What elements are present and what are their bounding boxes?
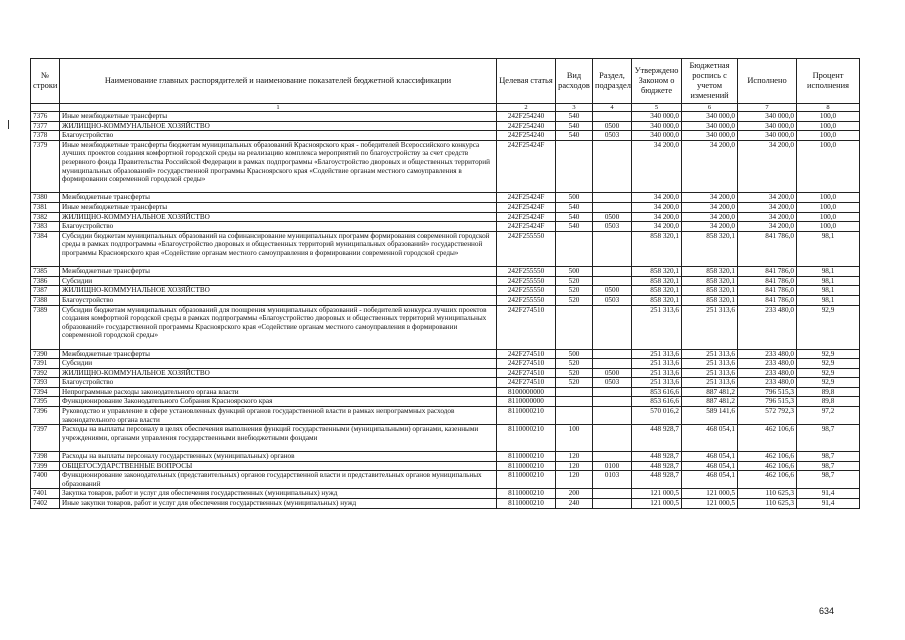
budget-list-cell: 34 200,0 [682,212,738,222]
budget-list-cell: 121 000,5 [682,489,738,499]
row-name-cell: Благоустройство [60,295,497,305]
percent-cell: 98,7 [797,471,860,489]
approved-cell: 853 616,6 [632,387,682,397]
executed-cell: 34 200,0 [738,212,797,222]
table-row [31,452,860,462]
expense-type-cell [556,305,593,349]
budget-list-cell: 858 320,1 [682,276,738,286]
expense-type-cell: 500 [556,349,593,359]
expense-type-cell: 100 [556,425,593,452]
row-name-cell: Закупка товаров, работ и услуг для обеспечения государственных (муниципальных) нужд [60,489,497,499]
page-number: 634 [819,606,835,616]
approved-cell: 858 320,1 [632,286,682,296]
row-name-cell: Руководство и управление в сфере установленных функций органов государственной власти в рамках непрограммных расходов законодательного органа власти [60,407,497,425]
table-row [31,359,860,369]
percent-cell: 98,1 [797,295,860,305]
budget-list-cell: 251 313,6 [682,368,738,378]
row-number-cell: 7389 [31,305,60,349]
approved-cell: 251 313,6 [632,305,682,349]
expense-type-cell: 520 [556,295,593,305]
row-name-cell: ЖИЛИЩНО-КОММУНАЛЬНОЕ ХОЗЯЙСТВО [60,212,497,222]
budget-list-cell: 468 054,1 [682,425,738,452]
budget-list-cell: 251 313,6 [682,305,738,349]
executed-cell: 462 106,6 [738,425,797,452]
budget-list-cell: 34 200,0 [682,193,738,203]
table-row [31,425,860,452]
target-article-cell: 242F255550 [497,276,556,286]
row-number-cell: 7402 [31,499,60,509]
col-number: 1 [60,104,497,112]
executed-cell: 841 786,0 [738,295,797,305]
row-name-cell: Иные межбюджетные трансферты бюджетам муниципальных образований Красноярского края - победителей Всероссийского конкурса лучших проектов создания комфортной городской среды на реализацию комплекса мероприятий по благоустройству за счет средств резервного фонда Правительства Российской Федерации в рамках подпрограммы «Благоустройство дворовых и общественных территорий муниципальных образований» государственной программы Красноярского края «Содействие органам местного самоуправления в формировании современной городской среды» [60,140,497,193]
target-article-cell: 8100000000 [497,387,556,397]
col-header-name: Наименование главных распорядителей и наименование показателей бюджетной классификации [60,59,497,104]
section-cell: 0500 [593,286,632,296]
expense-type-cell: 520 [556,359,593,369]
executed-cell: 462 106,6 [738,471,797,489]
executed-cell: 34 200,0 [738,193,797,203]
expense-type-cell [556,387,593,397]
approved-cell: 853 616,6 [632,397,682,407]
target-article-cell: 8110000210 [497,471,556,489]
col-header-target-article: Целевая статья [497,59,556,104]
header-row [31,59,860,104]
executed-cell: 841 786,0 [738,286,797,296]
row-number-cell: 7399 [31,461,60,471]
executed-cell: 796 515,3 [738,397,797,407]
budget-list-cell: 468 054,1 [682,471,738,489]
target-article-cell: 242F25424F [497,202,556,212]
executed-cell: 34 200,0 [738,222,797,232]
col-header-budget-list: Бюджетная роспись с учетом изменений [682,59,738,104]
col-number [31,104,60,112]
table-row [31,286,860,296]
col-number: 5 [632,104,682,112]
target-article-cell: 8110000210 [497,461,556,471]
approved-cell: 570 016,2 [632,407,682,425]
table-row [31,499,860,509]
table-row [31,378,860,388]
row-name-cell: ЖИЛИЩНО-КОММУНАЛЬНОЕ ХОЗЯЙСТВО [60,286,497,296]
approved-cell: 34 200,0 [632,140,682,193]
row-number-cell: 7398 [31,452,60,462]
budget-list-cell: 34 200,0 [682,202,738,212]
percent-cell: 91,4 [797,489,860,499]
row-name-cell: Благоустройство [60,131,497,141]
expense-type-cell: 540 [556,112,593,122]
approved-cell: 34 200,0 [632,212,682,222]
target-article-cell: 242F274510 [497,349,556,359]
row-name-cell: Функционирование законодательных (представительных) органов государственной власти и представительных органов муниципальных образований [60,471,497,489]
budget-list-cell: 858 320,1 [682,231,738,266]
expense-type-cell: 520 [556,286,593,296]
row-name-cell: Иные закупки товаров, работ и услуг для обеспечения государственных (муниципальных) нужд [60,499,497,509]
target-article-cell: 242F25424F [497,193,556,203]
row-number-cell: 7400 [31,471,60,489]
table-row [31,461,860,471]
percent-cell: 92,9 [797,378,860,388]
expense-type-cell [556,231,593,266]
row-number-cell: 7390 [31,349,60,359]
budget-list-cell: 468 054,1 [682,452,738,462]
target-article-cell: 242F25424F [497,212,556,222]
target-article-cell: 242F274510 [497,305,556,349]
budget-list-cell: 34 200,0 [682,140,738,193]
executed-cell: 841 786,0 [738,231,797,266]
budget-list-cell: 340 000,0 [682,121,738,131]
percent-cell: 92,9 [797,305,860,349]
row-name-cell: ЖИЛИЩНО-КОММУНАЛЬНОЕ ХОЗЯЙСТВО [60,121,497,131]
approved-cell: 121 000,5 [632,499,682,509]
executed-cell: 233 480,0 [738,378,797,388]
col-number: 2 [497,104,556,112]
col-header-percent: Процент исполнения [797,59,860,104]
row-number-cell: 7382 [31,212,60,222]
budget-list-cell: 340 000,0 [682,112,738,122]
expense-type-cell [556,407,593,425]
table-row [31,295,860,305]
row-name-cell: ЖИЛИЩНО-КОММУНАЛЬНОЕ ХОЗЯЙСТВО [60,368,497,378]
expense-type-cell: 540 [556,202,593,212]
executed-cell: 233 480,0 [738,305,797,349]
table-row [31,368,860,378]
target-article-cell: 8110000000 [497,397,556,407]
expense-type-cell: 540 [556,222,593,232]
row-number-cell: 7394 [31,387,60,397]
executed-cell: 841 786,0 [738,276,797,286]
col-number: 7 [738,104,797,112]
row-name-cell: Межбюджетные трансферты [60,349,497,359]
approved-cell: 858 320,1 [632,295,682,305]
percent-cell: 100,0 [797,222,860,232]
approved-cell: 251 313,6 [632,349,682,359]
section-cell [593,267,632,277]
percent-cell: 92,9 [797,368,860,378]
executed-cell: 110 625,3 [738,499,797,509]
budget-list-cell: 251 313,6 [682,378,738,388]
section-cell [593,112,632,122]
expense-type-cell: 540 [556,131,593,141]
row-number-cell: 7385 [31,267,60,277]
row-name-cell: Благоустройство [60,222,497,232]
percent-cell: 100,0 [797,202,860,212]
target-article-cell: 242F255550 [497,267,556,277]
row-name-cell: ОБЩЕГОСУДАРСТВЕННЫЕ ВОПРОСЫ [60,461,497,471]
section-cell: 0103 [593,471,632,489]
percent-cell: 91,4 [797,499,860,509]
row-name-cell: Расходы на выплаты персоналу в целях обеспечения выполнения функций государственными (муниципальными) органами, казенными учреждениями, органами управления государственными внебюджетными фондами [60,425,497,452]
section-cell [593,407,632,425]
section-cell: 0503 [593,131,632,141]
executed-cell: 233 480,0 [738,359,797,369]
target-article-cell: 8110000210 [497,489,556,499]
percent-cell: 100,0 [797,140,860,193]
target-article-cell: 8110000210 [497,452,556,462]
target-article-cell: 8110000210 [497,499,556,509]
budget-list-cell: 251 313,6 [682,359,738,369]
table-row [31,193,860,203]
row-number-cell: 7392 [31,368,60,378]
table-row [31,349,860,359]
col-number: 6 [682,104,738,112]
section-cell [593,425,632,452]
margin-mark [8,120,9,129]
section-cell: 0503 [593,222,632,232]
executed-cell: 34 200,0 [738,202,797,212]
target-article-cell: 242F254240 [497,131,556,141]
budget-list-cell: 468 054,1 [682,461,738,471]
target-article-cell: 8110000210 [497,407,556,425]
section-cell [593,452,632,462]
percent-cell: 89,8 [797,397,860,407]
expense-type-cell: 520 [556,378,593,388]
expense-type-cell: 120 [556,461,593,471]
col-header-row-number: № строки [31,59,60,104]
percent-cell: 100,0 [797,121,860,131]
approved-cell: 858 320,1 [632,276,682,286]
row-number-cell: 7397 [31,425,60,452]
target-article-cell: 242F25424F [497,222,556,232]
expense-type-cell: 540 [556,121,593,131]
expense-type-cell: 200 [556,489,593,499]
row-number-cell: 7386 [31,276,60,286]
approved-cell: 34 200,0 [632,222,682,232]
approved-cell: 340 000,0 [632,121,682,131]
target-article-cell: 242F255550 [497,231,556,266]
executed-cell: 340 000,0 [738,112,797,122]
table-row [31,222,860,232]
percent-cell: 100,0 [797,131,860,141]
target-article-cell: 242F25424F [497,140,556,193]
col-header-section: Раздел, подраздел [593,59,632,104]
expense-type-cell [556,397,593,407]
budget-list-cell: 887 481,2 [682,387,738,397]
row-number-cell: 7378 [31,131,60,141]
row-number-cell: 7380 [31,193,60,203]
section-cell: 0500 [593,368,632,378]
row-name-cell: Субсидии [60,276,497,286]
table-row [31,231,860,266]
approved-cell: 340 000,0 [632,131,682,141]
approved-cell: 251 313,6 [632,359,682,369]
approved-cell: 34 200,0 [632,202,682,212]
col-number: 8 [797,104,860,112]
table-row [31,212,860,222]
row-number-cell: 7384 [31,231,60,266]
expense-type-cell: 540 [556,212,593,222]
approved-cell: 448 928,7 [632,425,682,452]
row-name-cell: Межбюджетные трансферты [60,267,497,277]
row-name-cell: Субсидии бюджетам муниципальных образований для поощрения муниципальных образований - победителей конкурса лучших проектов создания комфортной городской среды в рамках подпрограммы «Благоустройство дворовых и общественных территорий муниципальных образований» государственной программы Красноярского края «Содействие органам местного самоуправления в формировании современной городской среды» [60,305,497,349]
section-cell [593,397,632,407]
table-row [31,489,860,499]
section-cell: 0503 [593,378,632,388]
table-row [31,276,860,286]
percent-cell: 97,2 [797,407,860,425]
expense-type-cell: 120 [556,452,593,462]
expense-type-cell: 500 [556,267,593,277]
table-row [31,267,860,277]
table-row [31,202,860,212]
section-cell [593,305,632,349]
col-header-approved: Утверждено Законом о бюджете [632,59,682,104]
row-name-cell: Расходы на выплаты персоналу государственных (муниципальных) органов [60,452,497,462]
section-cell [593,231,632,266]
section-cell [593,349,632,359]
percent-cell: 98,1 [797,286,860,296]
budget-list-cell: 340 000,0 [682,131,738,141]
section-cell [593,276,632,286]
table-row [31,387,860,397]
row-number-cell: 7393 [31,378,60,388]
col-header-expense-type: Вид расходов [556,59,593,104]
expense-type-cell: 500 [556,193,593,203]
row-name-cell: Иные межбюджетные трансферты [60,202,497,212]
expense-type-cell: 120 [556,471,593,489]
row-number-cell: 7401 [31,489,60,499]
row-name-cell: Межбюджетные трансферты [60,193,497,203]
row-name-cell: Непрограммные расходы законодательного органа власти [60,387,497,397]
section-cell: 0503 [593,295,632,305]
budget-report-page [30,58,860,509]
percent-cell: 92,9 [797,349,860,359]
budget-table [30,58,860,509]
approved-cell: 340 000,0 [632,112,682,122]
target-article-cell: 242F254240 [497,112,556,122]
percent-cell: 100,0 [797,112,860,122]
target-article-cell: 242F255550 [497,295,556,305]
table-row [31,112,860,122]
target-article-cell: 242F274510 [497,368,556,378]
expense-type-cell: 520 [556,368,593,378]
col-header-executed: Исполнено [738,59,797,104]
row-number-cell: 7383 [31,222,60,232]
row-name-cell: Функционирование Законодательного Собрания Красноярского края [60,397,497,407]
row-number-cell: 7381 [31,202,60,212]
approved-cell: 121 000,5 [632,489,682,499]
col-number: 4 [593,104,632,112]
approved-cell: 858 320,1 [632,267,682,277]
column-number-row [31,104,860,112]
percent-cell: 98,7 [797,461,860,471]
section-cell [593,202,632,212]
approved-cell: 34 200,0 [632,193,682,203]
expense-type-cell: 520 [556,276,593,286]
row-number-cell: 7395 [31,397,60,407]
section-cell [593,359,632,369]
approved-cell: 448 928,7 [632,452,682,462]
section-cell: 0500 [593,121,632,131]
executed-cell: 796 515,3 [738,387,797,397]
budget-list-cell: 858 320,1 [682,295,738,305]
approved-cell: 858 320,1 [632,231,682,266]
section-cell: 0100 [593,461,632,471]
percent-cell: 98,1 [797,267,860,277]
table-row [31,140,860,193]
row-number-cell: 7377 [31,121,60,131]
approved-cell: 251 313,6 [632,378,682,388]
row-name-cell: Субсидии бюджетам муниципальных образований на софинансирование муниципальных программ формирования современной городской среды в рамках подпрограммы «Благоустройство дворовых и общественных территорий муниципальных образований» государственной программы Красноярского края «Содействие органам местного самоуправления в формировании современной городской среды» [60,231,497,266]
section-cell [593,499,632,509]
expense-type-cell: 240 [556,499,593,509]
executed-cell: 110 625,3 [738,489,797,499]
row-number-cell: 7396 [31,407,60,425]
executed-cell: 572 792,3 [738,407,797,425]
budget-list-cell: 858 320,1 [682,286,738,296]
executed-cell: 340 000,0 [738,121,797,131]
executed-cell: 233 480,0 [738,368,797,378]
section-cell: 0500 [593,212,632,222]
executed-cell: 233 480,0 [738,349,797,359]
target-article-cell: 242F274510 [497,378,556,388]
budget-list-cell: 887 481,2 [682,397,738,407]
executed-cell: 340 000,0 [738,131,797,141]
row-name-cell: Иные межбюджетные трансферты [60,112,497,122]
percent-cell: 89,8 [797,387,860,397]
budget-list-cell: 34 200,0 [682,222,738,232]
target-article-cell: 242F254240 [497,121,556,131]
expense-type-cell [556,140,593,193]
table-row [31,121,860,131]
table-row [31,131,860,141]
row-number-cell: 7379 [31,140,60,193]
budget-list-cell: 858 320,1 [682,267,738,277]
percent-cell: 98,1 [797,276,860,286]
percent-cell: 92,9 [797,359,860,369]
percent-cell: 98,7 [797,452,860,462]
percent-cell: 100,0 [797,212,860,222]
table-row [31,407,860,425]
percent-cell: 100,0 [797,193,860,203]
target-article-cell: 8110000210 [497,425,556,452]
section-cell [593,193,632,203]
approved-cell: 448 928,7 [632,471,682,489]
row-number-cell: 7388 [31,295,60,305]
col-number: 3 [556,104,593,112]
target-article-cell: 242F255550 [497,286,556,296]
table-row [31,397,860,407]
executed-cell: 841 786,0 [738,267,797,277]
executed-cell: 462 106,6 [738,452,797,462]
section-cell [593,489,632,499]
executed-cell: 34 200,0 [738,140,797,193]
target-article-cell: 242F274510 [497,359,556,369]
row-name-cell: Благоустройство [60,378,497,388]
approved-cell: 448 928,7 [632,461,682,471]
table-row [31,471,860,489]
budget-list-cell: 589 141,6 [682,407,738,425]
row-number-cell: 7391 [31,359,60,369]
budget-list-cell: 121 000,5 [682,499,738,509]
table-row [31,305,860,349]
executed-cell: 462 106,6 [738,461,797,471]
approved-cell: 251 313,6 [632,368,682,378]
row-number-cell: 7376 [31,112,60,122]
percent-cell: 98,1 [797,231,860,266]
row-name-cell: Субсидии [60,359,497,369]
section-cell [593,140,632,193]
row-number-cell: 7387 [31,286,60,296]
budget-list-cell: 251 313,6 [682,349,738,359]
section-cell [593,387,632,397]
percent-cell: 98,7 [797,425,860,452]
